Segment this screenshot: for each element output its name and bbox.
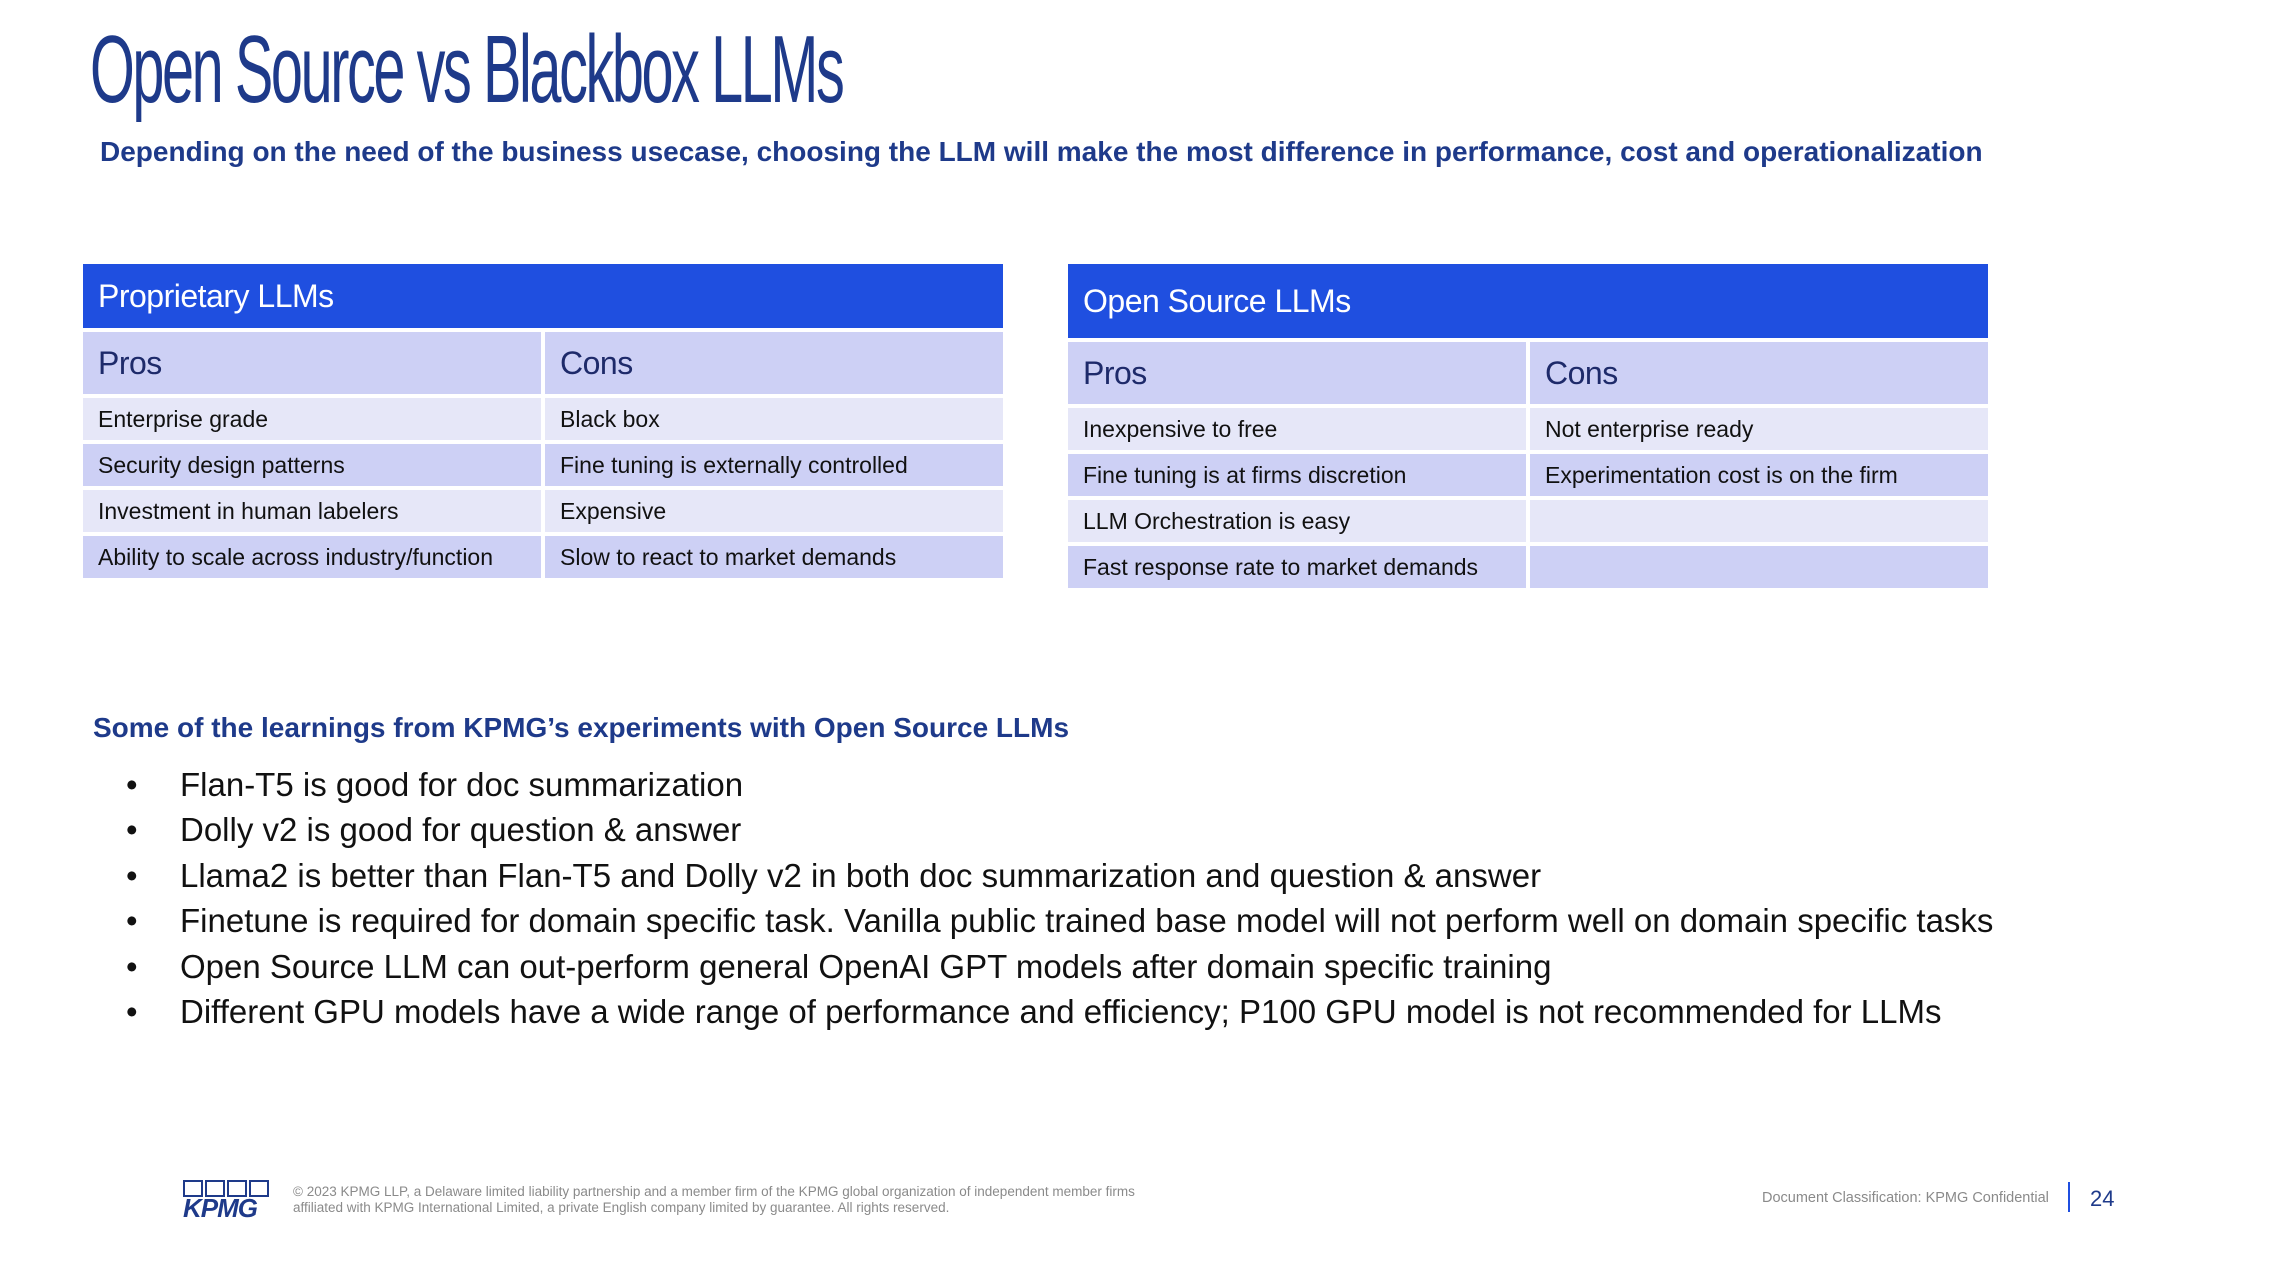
bullet-icon: •	[126, 947, 138, 985]
list-item	[120, 762, 2120, 807]
learning-text: Llama2 is better than Flan-T5 and Dolly v2 in both doc summarization and question & answer	[180, 856, 1542, 894]
pro-cell: Investment in human labelers	[83, 490, 545, 532]
open-source-table-title: Open Source LLMs	[1068, 264, 1988, 338]
list-item	[120, 989, 2120, 1034]
learning-text: Flan-T5 is good for doc summarization	[180, 766, 744, 803]
learnings-heading: Some of the learnings from KPMG’s experiments with Open Source LLMs	[93, 712, 1070, 743]
open-source-pros-header: Pros	[1068, 342, 1530, 404]
con-cell: Not enterprise ready	[1530, 408, 1988, 450]
bullet-icon: •	[126, 856, 138, 894]
pro-cell: LLM Orchestration is easy	[1068, 500, 1530, 542]
list-item	[120, 944, 2120, 989]
learning-text: Dolly v2 is good for question & answer	[180, 811, 742, 849]
document-classification: Document Classification: KPMG Confidential	[1762, 1190, 2049, 1206]
list-item	[120, 853, 2120, 898]
table-row	[1068, 546, 1988, 588]
learning-text: Open Source LLM can out-perform general OpenAI GPT models after domain specific training	[180, 947, 1552, 985]
kpmg-logo	[183, 1180, 275, 1222]
table-row	[1068, 408, 1988, 450]
proprietary-llms-table	[83, 260, 1003, 582]
proprietary-cons-header: Cons	[545, 332, 1003, 394]
open-source-llms-table	[1068, 260, 1988, 592]
bullet-icon: •	[126, 766, 138, 803]
con-cell: Fine tuning is externally controlled	[545, 444, 1003, 486]
con-cell: Black box	[545, 398, 1003, 440]
table-row	[83, 536, 1003, 578]
slide-subtitle: Depending on the need of the business usecase, choosing the LLM will make the most difference in performance, cost and operationalization	[100, 136, 1983, 167]
open-source-cons-header: Cons	[1530, 342, 1988, 404]
list-item	[120, 807, 2120, 852]
bullet-icon: •	[126, 902, 138, 940]
footer-divider	[2068, 1182, 2070, 1212]
learning-text: Different GPU models have a wide range of performance and efficiency; P100 GPU model is not recommended for LLMs	[180, 992, 1942, 1030]
pro-cell: Inexpensive to free	[1068, 408, 1530, 450]
slide-title: Open Source vs Blackbox LLMs	[90, 16, 843, 123]
con-cell: Experimentation cost is on the firm	[1530, 454, 1988, 496]
con-cell	[1530, 500, 1988, 542]
learnings-list	[120, 762, 2120, 1034]
table-row	[1068, 500, 1988, 542]
page-number: 24	[2090, 1186, 2115, 1211]
proprietary-pros-header: Pros	[83, 332, 545, 394]
learning-text: Finetune is required for domain specific task. Vanilla public trained base model will not perform well on domain specific tasks	[180, 902, 1994, 940]
table-row	[1068, 454, 1988, 496]
table-row	[83, 398, 1003, 440]
logo-wordmark: KPMG	[183, 1193, 257, 1223]
pro-cell: Fast response rate to market demands	[1068, 546, 1530, 588]
proprietary-table-title: Proprietary LLMs	[83, 264, 1003, 328]
pro-cell: Security design patterns	[83, 444, 545, 486]
table-row	[83, 444, 1003, 486]
con-cell: Expensive	[545, 490, 1003, 532]
table-row	[83, 490, 1003, 532]
pro-cell: Ability to scale across industry/function	[83, 536, 545, 578]
bullet-icon: •	[126, 992, 138, 1030]
bullet-icon: •	[126, 811, 138, 849]
con-cell	[1530, 546, 1988, 588]
pro-cell: Fine tuning is at firms discretion	[1068, 454, 1530, 496]
con-cell: Slow to react to market demands	[545, 536, 1003, 578]
list-item	[120, 898, 2120, 943]
copyright-notice: © 2023 KPMG LLP, a Delaware limited liability partnership and a member firm of the KPMG global organization of independent member firms affiliated with KPMG International Limited, a private English company limited by guarantee. All rights reserved.	[293, 1184, 1135, 1215]
pro-cell: Enterprise grade	[83, 398, 545, 440]
